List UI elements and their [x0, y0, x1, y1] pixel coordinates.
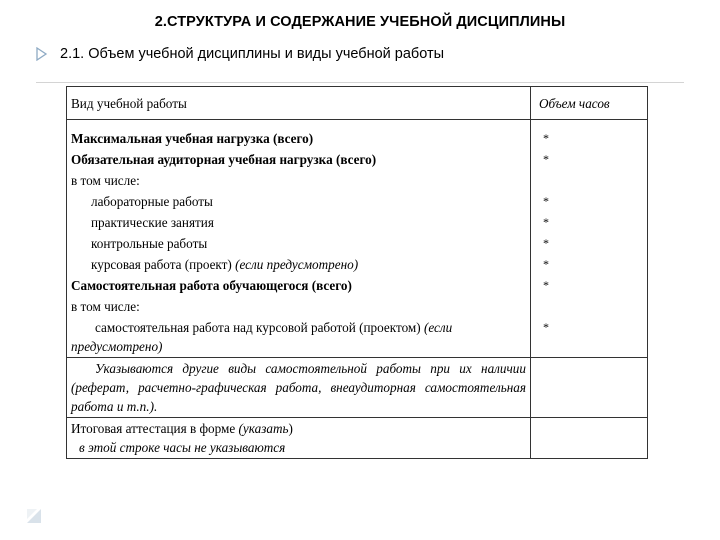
table-row — [67, 128, 648, 149]
table-row — [67, 358, 648, 418]
row-attestation-note: (указать — [238, 421, 289, 436]
row-self-study-label: Самостоятельная работа обучающегося (всего) — [67, 275, 531, 296]
row-attestation-sub: в этой строке часы не указываются — [79, 440, 286, 455]
table-row — [67, 191, 648, 212]
row-course-self-note: (если предусмотрено) — [71, 320, 453, 354]
row-attestation-cell — [67, 418, 531, 459]
subheading-line — [36, 44, 444, 64]
row-control-hours: * — [531, 233, 648, 254]
table-header-row — [67, 87, 648, 120]
row-course-self-cell — [67, 317, 531, 358]
page-corner-icon — [26, 504, 42, 524]
row-control-label: контрольные работы — [67, 233, 531, 254]
header-work-type: Вид учебной работы — [67, 87, 531, 120]
table-row — [67, 212, 648, 233]
workload-table — [66, 86, 648, 459]
row-self-study-hours: * — [531, 275, 648, 296]
table-row — [67, 233, 648, 254]
row-max-load-hours: * — [531, 128, 648, 149]
row-course-hours: * — [531, 254, 648, 275]
row-lab-label: лабораторные работы — [67, 191, 531, 212]
table-row — [67, 418, 648, 459]
table-spacer — [67, 120, 648, 129]
row-attestation-close: ) — [288, 421, 293, 436]
row-including1-label: в том числе: — [67, 170, 531, 191]
table-row — [67, 317, 648, 358]
row-attestation-label: Итоговая аттестация в форме — [71, 421, 239, 436]
row-course-note: (если предусмотрено) — [235, 257, 359, 272]
header-hours: Объем часов — [531, 87, 648, 120]
row-other-label: Указываются другие виды самостоятельной работы при их наличии (реферат, расчетно-графическая работа, внеаудиторная самостоятельная работа и т.п.). — [67, 358, 531, 418]
header-divider — [36, 82, 684, 83]
table-row — [67, 275, 648, 296]
row-including1-hours — [531, 170, 648, 191]
row-including2-label: в том числе: — [67, 296, 531, 317]
row-course-self-hours: * — [531, 317, 648, 358]
row-other-hours — [531, 358, 648, 418]
row-course-cell — [67, 254, 531, 275]
table-row — [67, 254, 648, 275]
row-max-load-label: Максимальная учебная нагрузка (всего) — [67, 128, 531, 149]
row-lab-hours: * — [531, 191, 648, 212]
row-practice-hours: * — [531, 212, 648, 233]
slide-subheading: 2.1. Объем учебной дисциплины и виды учебной работы — [60, 46, 445, 62]
row-mandatory-label: Обязательная аудиторная учебная нагрузка (всего) — [67, 149, 531, 170]
row-attestation-hours — [531, 418, 648, 459]
slide-heading: 2.СТРУКТУРА И СОДЕРЖАНИЕ УЧЕБНОЙ ДИСЦИПЛИНЫ — [154, 14, 566, 30]
row-course-label: курсовая работа (проект) — [91, 257, 236, 272]
table-row — [67, 296, 648, 317]
table-row — [67, 149, 648, 170]
row-course-self-label: самостоятельная работа над курсовой работой (проектом) — [95, 320, 424, 335]
row-practice-label: практические занятия — [67, 212, 531, 233]
table-row — [67, 170, 648, 191]
row-mandatory-hours: * — [531, 149, 648, 170]
triangle-bullet-icon — [36, 47, 48, 61]
row-including2-hours — [531, 296, 648, 317]
